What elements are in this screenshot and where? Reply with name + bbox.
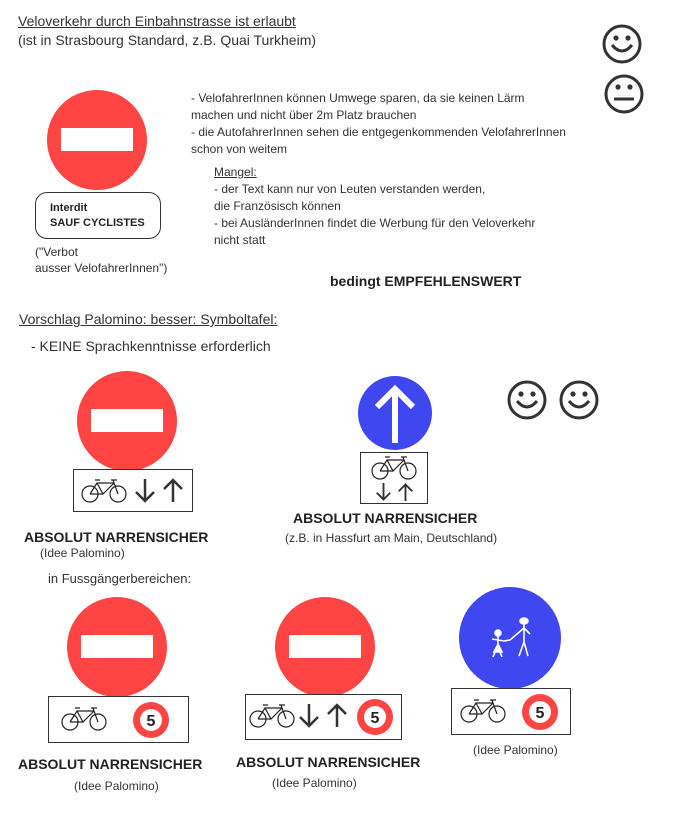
- sign-d-verdict: ABSOLUT NARRENSICHER: [236, 754, 421, 770]
- no-entry-sign-icon: [275, 597, 379, 701]
- bike-both-ways-plate-vertical: [360, 452, 428, 504]
- plate-line2: SAUF CYCLISTES: [50, 217, 145, 229]
- smiley-neutral-icon: [604, 74, 648, 118]
- sauf-cyclistes-plate: [35, 192, 161, 239]
- section1-subtitle: (ist in Strasbourg Standard, z.B. Quai Turkheim): [18, 32, 317, 48]
- bicycle-icon: [81, 479, 129, 505]
- speed-limit-5-icon: [354, 696, 396, 738]
- sign-a-caption: (Idee Palomino): [40, 546, 125, 560]
- bike-both-ways-plate: [73, 469, 193, 512]
- bicycle-icon: [460, 699, 508, 725]
- sign-c-caption: (Idee Palomino): [74, 779, 159, 793]
- section1-title: Veloverkehr durch Einbahnstrasse ist erlaubt: [18, 13, 296, 29]
- bicycle-icon: [61, 707, 109, 733]
- verdict-conditional: bedingt EMPFEHLENSWERT: [330, 273, 522, 289]
- section2-note: - KEINE Sprachkenntnisse erforderlich: [31, 338, 271, 354]
- bike-speed5-plate-pedestrian: [451, 688, 571, 735]
- arrow-up-icon: [163, 478, 185, 504]
- speed-limit-5-icon: [519, 691, 561, 733]
- translation-line2: ausser VelofahrerInnen"): [35, 261, 168, 275]
- sign-d-caption: (Idee Palomino): [272, 776, 357, 790]
- section3-title: in Fussgängerbereichen:: [48, 571, 192, 586]
- sign-b-verdict: ABSOLUT NARRENSICHER: [293, 510, 478, 526]
- translation-line1: ("Verbot: [35, 245, 78, 259]
- smiley-happy-icon: [505, 378, 549, 422]
- plate-line1: Interdit: [50, 202, 88, 214]
- pro-line: machen und nicht über 2m Platz brauchen: [191, 108, 417, 122]
- bike-both-ways-speed5-plate: [245, 694, 402, 740]
- smiley-happy-icon: [557, 378, 601, 422]
- pros-list: [191, 90, 566, 158]
- pro-line: - VelofahrerInnen können Umwege sparen, da sie keinen Lärm: [191, 91, 525, 105]
- bike-speed5-plate: [48, 696, 189, 743]
- no-entry-sign-icon: [67, 597, 171, 701]
- pro-line: - die AutofahrerInnen sehen die entgegenkommenden VelofahrerInnen: [191, 125, 566, 139]
- sign-e-caption: (Idee Palomino): [473, 743, 558, 757]
- arrow-down-icon: [135, 479, 157, 505]
- speed-limit-5-icon: [130, 699, 172, 741]
- no-entry-sign-icon: [47, 90, 151, 194]
- cons-heading: Mangel:: [214, 165, 257, 179]
- con-line: nicht statt: [214, 233, 266, 247]
- arrow-down-icon: [299, 704, 321, 730]
- arrow-up-icon: [398, 483, 420, 503]
- bicycle-icon: [249, 704, 297, 730]
- sign-c-verdict: ABSOLUT NARRENSICHER: [18, 756, 203, 772]
- pedestrian-zone-sign-icon: [458, 586, 562, 690]
- con-line: - der Text kann nur von Leuten verstanden werden,: [214, 182, 486, 196]
- no-entry-sign-icon: [77, 371, 181, 475]
- con-line: die Französisch können: [214, 199, 341, 213]
- sign-b-caption: (z.B. in Hassfurt am Main, Deutschland): [285, 531, 498, 545]
- sign-a-verdict: ABSOLUT NARRENSICHER: [24, 529, 209, 545]
- arrow-up-icon: [327, 703, 349, 729]
- arrow-down-icon: [376, 483, 398, 503]
- blue-one-way-sign-icon: [357, 375, 433, 451]
- bicycle-icon: [371, 456, 419, 482]
- section2-title: Vorschlag Palomino: besser: Symboltafel:: [19, 311, 278, 327]
- smiley-happy-icon: [600, 22, 644, 66]
- cons-list: [214, 164, 535, 249]
- con-line: - bei AusländerInnen findet die Werbung für den Veloverkehr: [214, 216, 536, 230]
- pro-line: schon von weitem: [191, 142, 288, 156]
